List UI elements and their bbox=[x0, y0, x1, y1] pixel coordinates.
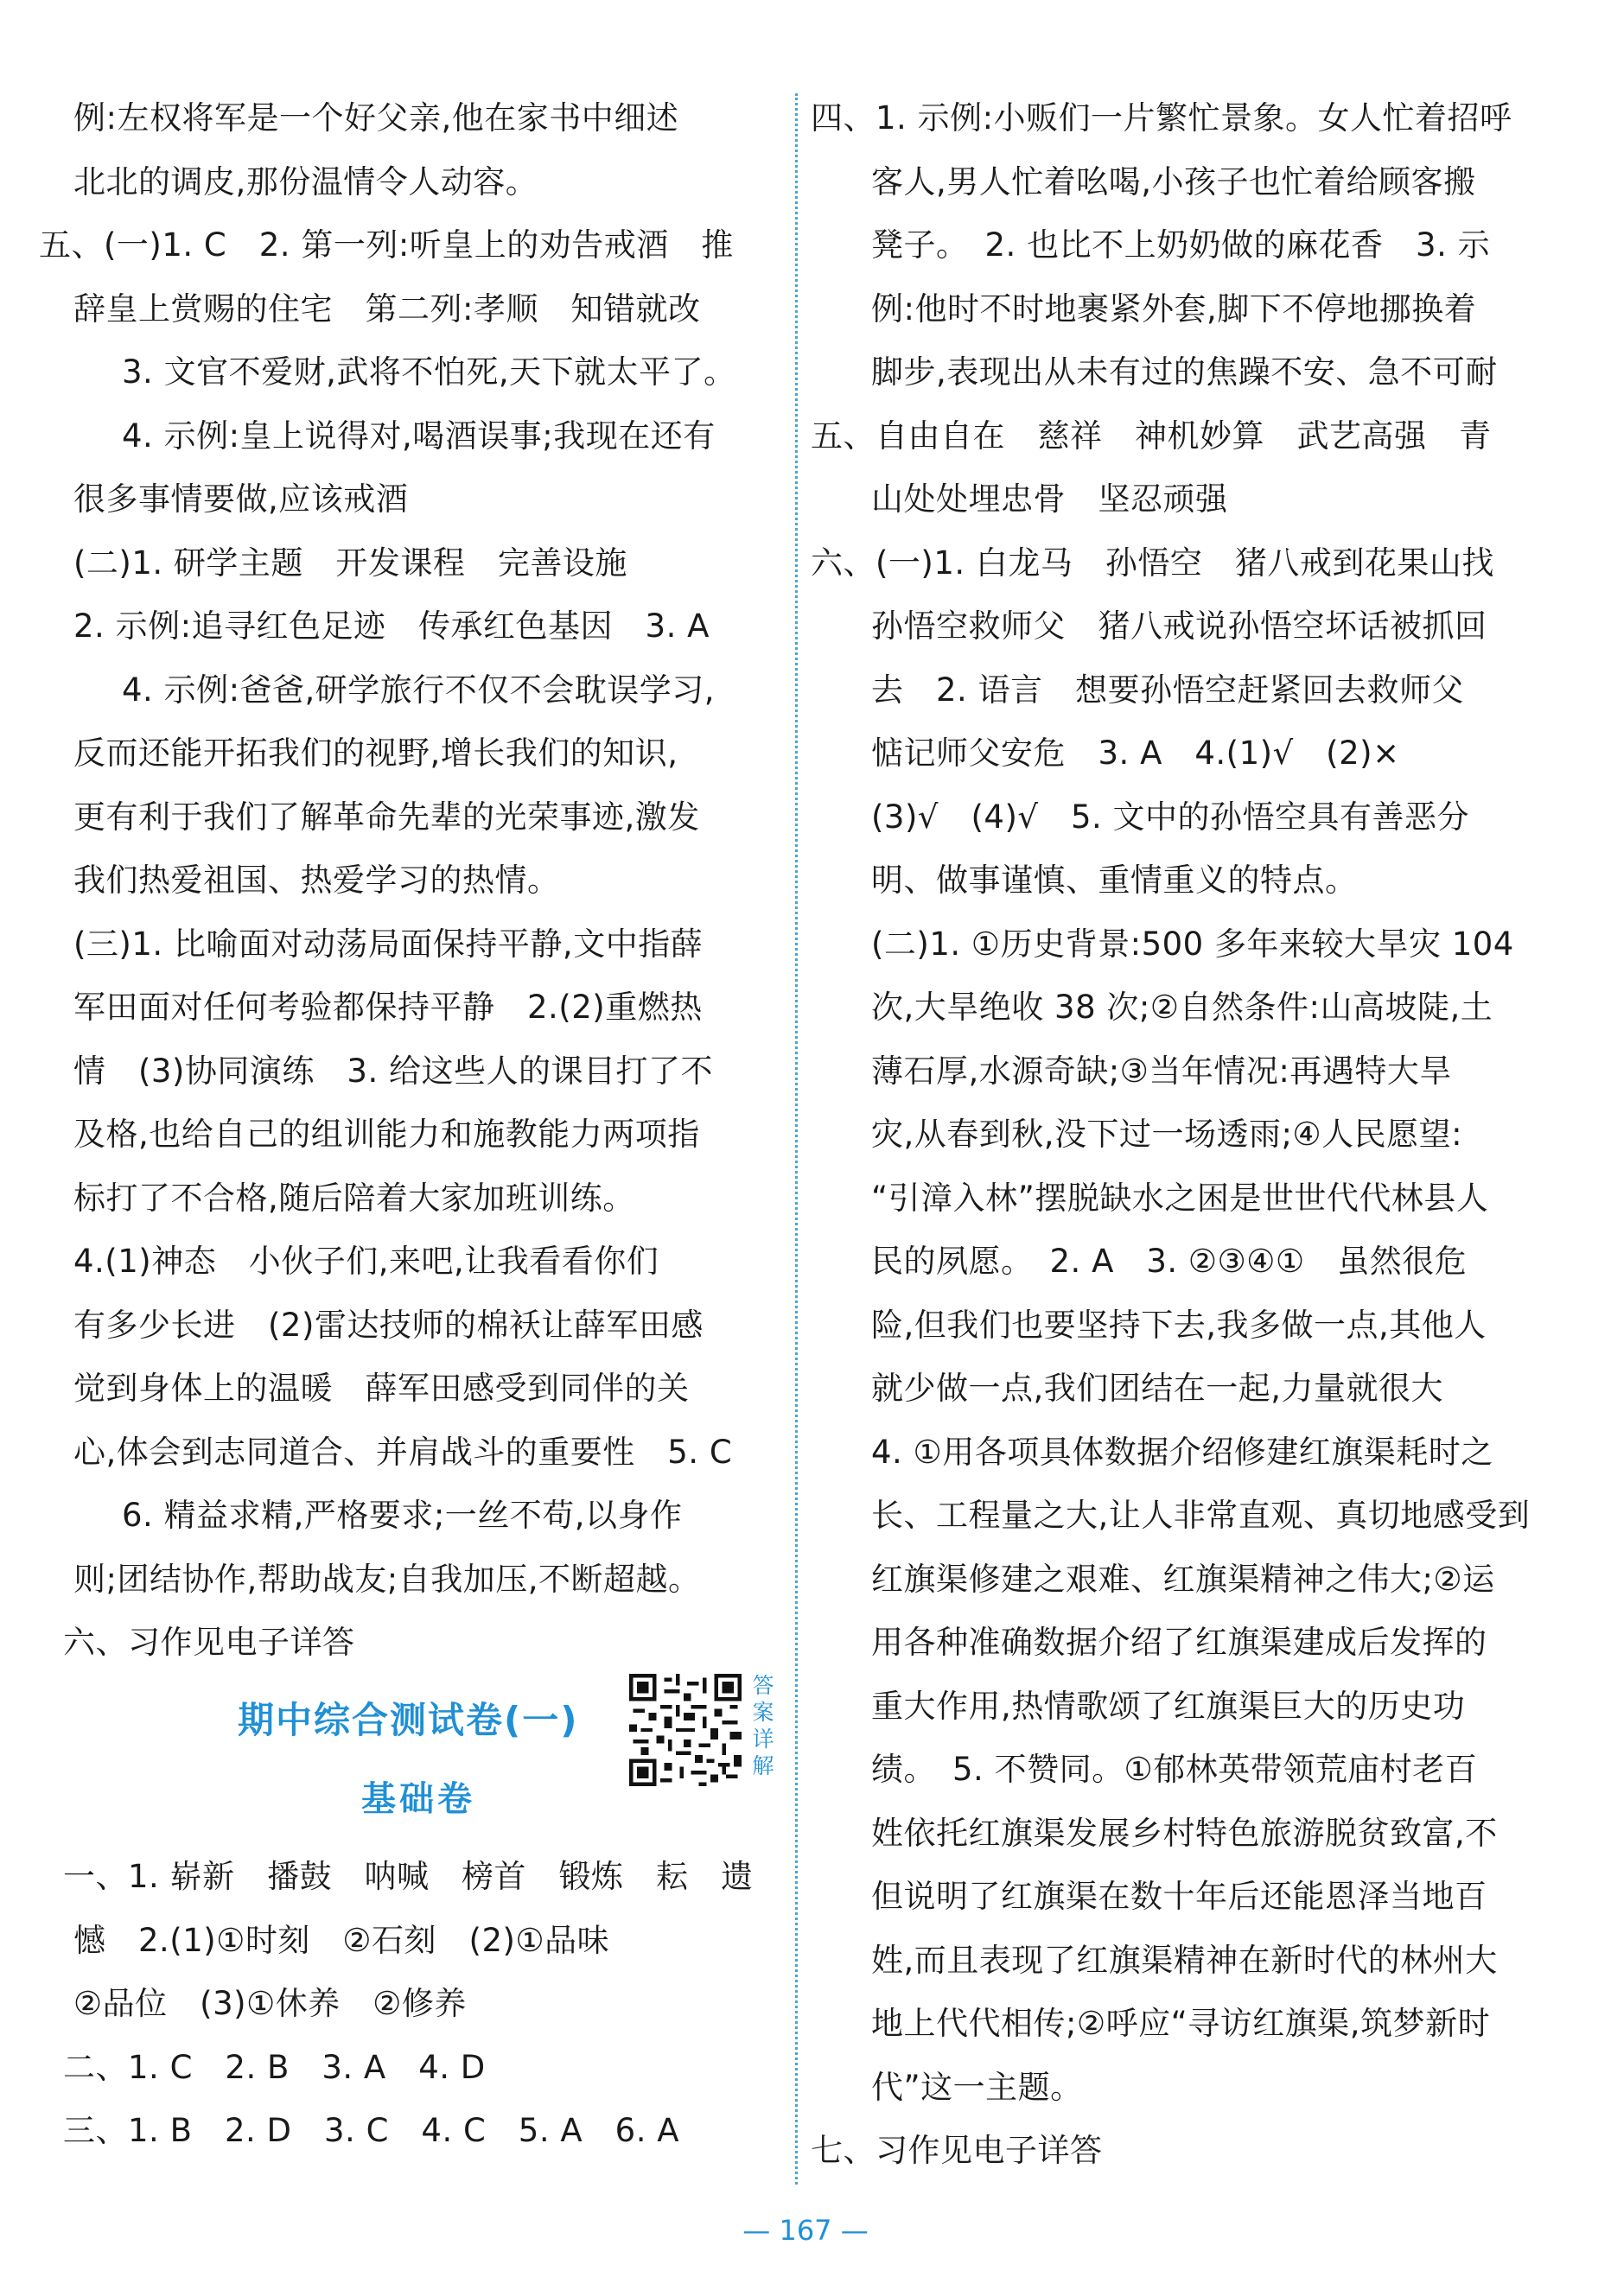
text-line: 辞皇上赏赐的住宅 第二列:孝顺 知错就改 bbox=[73, 289, 701, 328]
text-line: 灾,从春到秋,没下过一场透雨;④人民愿望: bbox=[871, 1116, 1463, 1153]
text-line: 险,但我们也要坚持下去,我多做一点,其他人 bbox=[871, 1306, 1487, 1344]
section-five-heading: 五、自由自在 慈祥 神机妙算 武艺高强 青 bbox=[811, 417, 1492, 455]
text-line: 姓,而且表现了红旗渠精神在新时代的林州大 bbox=[871, 1941, 1498, 1979]
text-line: 凳子。 2. 也比不上奶奶做的麻花香 3. 示 bbox=[871, 226, 1491, 264]
text-line: (二)1. 研学主题 开发课程 完善设施 bbox=[73, 544, 627, 582]
page-number: — 167 — bbox=[742, 2214, 869, 2247]
text-line: 就少做一点,我们团结在一起,力量就很大 bbox=[871, 1370, 1444, 1407]
text-line: 孙悟空救师父 猪八戒说孙悟空坏话被抓回 bbox=[871, 607, 1487, 645]
text-line: 例:他时不时地裹紧外套,脚下不停地挪换着 bbox=[871, 289, 1477, 328]
text-line: 去 2. 语言 想要孙悟空赶紧回去救师父 bbox=[871, 671, 1465, 709]
text-line: 心,体会到志同道合、并肩战斗的重要性 5. C bbox=[73, 1433, 733, 1471]
text-line: 红旗渠修建之艰难、红旗渠精神之伟大;②运 bbox=[871, 1560, 1495, 1598]
section-six-heading: 六、习作见电子详答 bbox=[63, 1624, 355, 1661]
answer-line: ②品位 (3)①休养 ②修养 bbox=[73, 1985, 467, 2022]
exam-subtitle: 基础卷 bbox=[361, 1779, 475, 1819]
text-line: 次,大旱绝收 38 次;②自然条件:山高坡陡,土 bbox=[871, 989, 1493, 1026]
text-line: 绩。 5. 不赞同。①郁林英带领荒庙村老百 bbox=[871, 1751, 1478, 1788]
text-line: (三)1. 比喻面对动荡局面保持平静,文中指薛 bbox=[73, 925, 704, 963]
text-line: 及格,也给自己的组训能力和施教能力两项指 bbox=[73, 1116, 700, 1153]
text-line: 惦记师父安危 3. A 4.(1)√ (2)× bbox=[871, 735, 1400, 772]
text-line: 4. 示例:皇上说得对,喝酒误事;我现在还有 bbox=[122, 417, 716, 455]
text-line: 重大作用,热情歌颂了红旗渠巨大的历史功 bbox=[871, 1687, 1466, 1725]
text-line: 觉到身体上的温暖 薛军田感受到同伴的关 bbox=[73, 1370, 690, 1407]
text-line: 用各种准确数据介绍了红旗渠建成后发挥的 bbox=[871, 1624, 1487, 1661]
text-line: 更有利于我们了解革命先辈的光荣事迹,激发 bbox=[73, 798, 700, 836]
text-line: 我们热爱祖国、热爱学习的热情。 bbox=[73, 862, 560, 899]
text-line: 薄石厚,水源奇缺;③当年情况:再遇特大旱 bbox=[871, 1052, 1452, 1090]
text-line: 4. 示例:爸爸,研学旅行不仅不会耽误学习, bbox=[122, 671, 716, 709]
text-line: (二)1. ①历史背景:500 多年来较大旱灾 104 bbox=[871, 925, 1514, 963]
answer-line: 憾 2.(1)①时刻 ②石刻 (2)①品味 bbox=[73, 1921, 610, 1959]
exam-title: 期中综合测试卷(一) bbox=[238, 1699, 579, 1741]
qr-code-icon bbox=[629, 1674, 742, 1786]
text-line: 3. 文官不爱财,武将不怕死,天下就太平了。 bbox=[122, 353, 736, 391]
left-column-bottom bbox=[63, 1845, 782, 2163]
text-line: 北北的调皮,那份温情令人动容。 bbox=[73, 162, 538, 200]
text-line: 但说明了红旗渠在数十年后还能恩泽当地百 bbox=[871, 1878, 1487, 1915]
left-column bbox=[39, 86, 782, 1675]
answer-line: 三、1. B 2. D 3. C 4. C 5. A 6. A bbox=[63, 2112, 680, 2149]
text-line: 长、工程量之大,让人非常直观、真切地感受到 bbox=[871, 1497, 1531, 1534]
text-line: 4. ①用各项具体数据介绍修建红旗渠耗时之 bbox=[871, 1433, 1493, 1471]
text-line: 军田面对任何考验都保持平静 2.(2)重燃热 bbox=[73, 989, 703, 1026]
text-line: 反而还能开拓我们的视野,增长我们的知识, bbox=[73, 735, 678, 772]
text-line: 地上代代相传;②呼应“寻访红旗渠,筑梦新时 bbox=[871, 2005, 1491, 2042]
text-line: 明、做事谨慎、重情重义的特点。 bbox=[871, 862, 1358, 899]
answer-line: 一、1. 崭新 播鼓 呐喊 榜首 锻炼 耘 遗 bbox=[63, 1858, 754, 1895]
right-column bbox=[811, 86, 1537, 2183]
text-line: “引漳入林”摆脱缺水之困是世世代代林县人 bbox=[871, 1179, 1489, 1217]
text-line: 情 (3)协同演练 3. 给这些人的课目打了不 bbox=[73, 1052, 713, 1090]
qr-label: 答案详解 bbox=[752, 1673, 774, 1778]
section-five-heading: 五、(一)1. C 2. 第一列:听皇上的劝告戒酒 推 bbox=[39, 226, 734, 264]
text-line: 客人,男人忙着吆喝,小孩子也忙着给顾客搬 bbox=[871, 162, 1476, 200]
answer-line: 二、1. C 2. B 3. A 4. D bbox=[63, 2048, 486, 2086]
column-divider bbox=[795, 93, 798, 2185]
text-line: 4.(1)神态 小伙子们,来吧,让我看看你们 bbox=[73, 1243, 659, 1280]
text-line: 脚步,表现出从未有过的焦躁不安、急不可耐 bbox=[871, 353, 1498, 391]
text-line: 民的夙愿。 2. A 3. ②③④① 虽然很危 bbox=[871, 1243, 1468, 1280]
text-line: (3)√ (4)√ 5. 文中的孙悟空具有善恶分 bbox=[871, 798, 1470, 836]
section-six-heading: 六、(一)1. 白龙马 孙悟空 猪八戒到花果山找 bbox=[811, 544, 1494, 582]
text-line: 6. 精益求精,严格要求;一丝不苟,以身作 bbox=[122, 1497, 683, 1534]
text-line: 很多事情要做,应该戒酒 bbox=[73, 480, 409, 518]
section-four-heading: 四、1. 示例:小贩们一片繁忙景象。女人忙着招呼 bbox=[811, 99, 1512, 137]
text-line: 标打了不合格,随后陪着大家加班训练。 bbox=[73, 1179, 635, 1217]
text-line: 有多少长进 (2)雷达技师的棉袄让薛军田感 bbox=[73, 1306, 704, 1344]
text-line: 则;团结协作,帮助战友;自我加压,不断超越。 bbox=[73, 1560, 701, 1598]
text-line: 代”这一主题。 bbox=[871, 2068, 1083, 2106]
section-seven-heading: 七、习作见电子详答 bbox=[811, 2132, 1103, 2169]
text-line: 山处处埋忠骨 坚忍顽强 bbox=[871, 480, 1228, 518]
text-line: 姓依托红旗渠发展乡村特色旅游脱贫致富,不 bbox=[871, 1814, 1498, 1852]
text-line: 例:左权将军是一个好父亲,他在家书中细述 bbox=[73, 99, 679, 137]
text-line: 2. 示例:追寻红色足迹 传承红色基因 3. A bbox=[73, 607, 710, 645]
